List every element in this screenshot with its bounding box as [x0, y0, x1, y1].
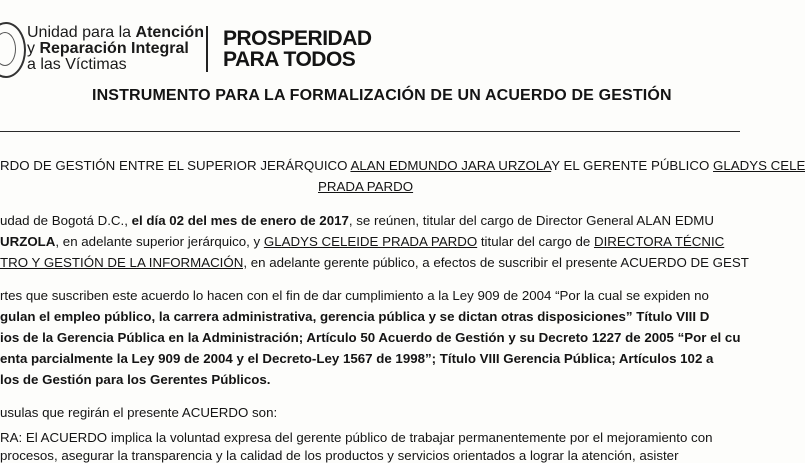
first-clause-line-1: RA: El ACUERDO implica la voluntad expresa del gerente público de trabajar permanentemente por el mejoramiento con [0, 430, 713, 445]
header-divider [0, 131, 740, 132]
logo-divider [206, 26, 208, 72]
purpose-line-2: gulan el empleo público, la carrera administrativa, gerencia pública y se dictan otras disposiciones” Título VIII D [0, 309, 710, 324]
intro-line-2: URZOLA, en adelante superior jerárquico, y GLADYS CELEIDE PRADA PARDO titular del cargo de DIRECTORA TÉCNIC [0, 234, 725, 249]
purpose-line-4: enta parcialmente la Ley 909 de 2004 y el Decreto-Ley 1567 de 1998”; Título VIII Gerencia Pública; Artículos 102 a [0, 351, 714, 366]
document-title: INSTRUMENTO PARA LA FORMALIZACIÓN DE UN ACUERDO DE GESTIÓN [92, 87, 672, 104]
purpose-line-3: ios de la Gerencia Pública en la Administración; Artículo 50 Acuerdo de Gestión y su Decreto 1227 de 2005 “Por el cu [0, 330, 741, 345]
purpose-line-1: rtes que suscriben este acuerdo lo hacen con el fin de dar cumplimiento a la Ley 909 de 2004 “Por la cual se expiden no [0, 288, 709, 303]
agreement-heading-line-1: RDO DE GESTIÓN ENTRE EL SUPERIOR JERÁRQUICO ALAN EDMUNDO JARA URZOLAY EL GERENTE PÚBLICO GLADYS CELE [0, 158, 805, 173]
logo-line-2: y Reparación Integral [27, 40, 189, 57]
clauses-intro: usulas que regirán el presente ACUERDO son: [0, 405, 278, 420]
logo-line-1: Unidad para la Atención [27, 24, 204, 41]
purpose-line-5: los de Gestión para los Gerentes Públicos. [0, 372, 271, 387]
intro-line-1: udad de Bogotá D.C., el día 02 del mes de enero de 2017, se reúnen, titular del cargo de Director General ALAN EDMU [0, 213, 714, 228]
agreement-heading-line-2: PRADA PARDO [318, 179, 414, 194]
first-clause-line-2: procesos, asegurar la transparencia y la calidad de los productos y servicios orientados a lograr la atención, asister [0, 448, 679, 463]
intro-line-3: TRO Y GESTIÓN DE LA INFORMACIÓN, en adelante gerente público, a efectos de suscribir el presente ACUERDO DE GEST [0, 255, 749, 270]
unidad-victimas-logo [27, 25, 204, 73]
logo-line-3: a las Víctimas [27, 56, 127, 73]
prosperidad-logo: PROSPERIDAD PARA TODOS [223, 27, 372, 71]
national-seal-icon [0, 22, 26, 78]
